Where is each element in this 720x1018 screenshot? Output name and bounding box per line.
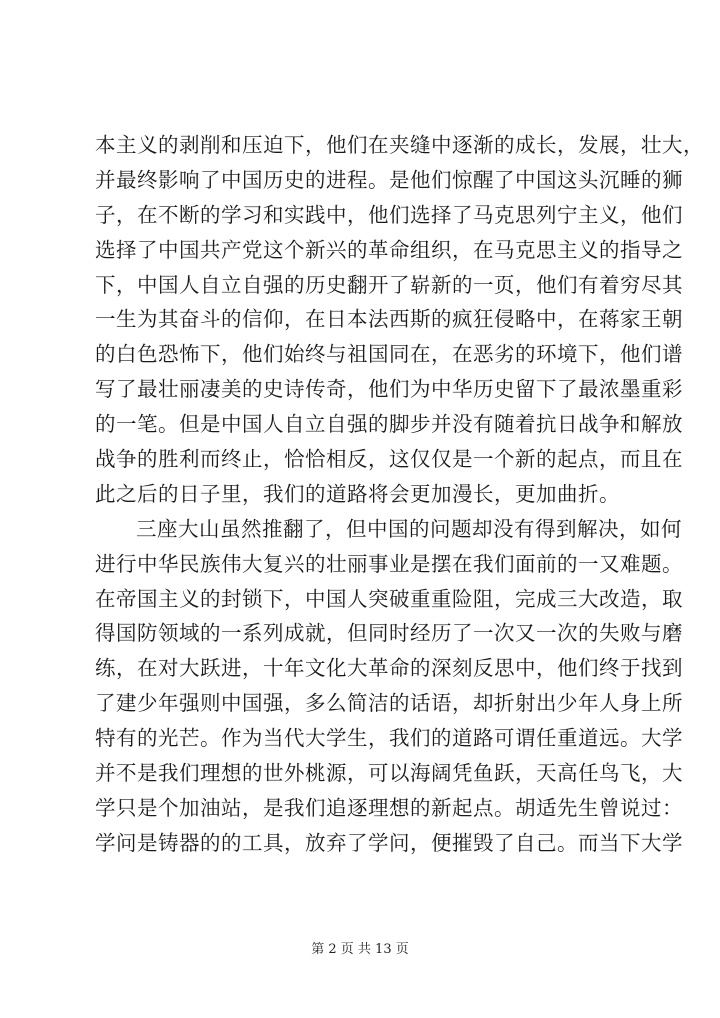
text-line: 本主义的剥削和压迫下，他们在夹缝中逐渐的成长，发展，壮大， bbox=[95, 133, 704, 157]
text-line: 的一笔。但是中国人自立自强的脚步并没有随着抗日战争和解放 bbox=[95, 412, 683, 437]
text-line: 在帝国主义的封锁下，中国人突破重重险阻，完成三大改造，取 bbox=[95, 586, 683, 611]
text-line: 并不是我们理想的世外桃源，可以海阔凭鱼跃，天高任鸟飞，大 bbox=[95, 761, 683, 786]
text-line: 的白色恐怖下，他们始终与祖国同在，在恶劣的环境下，他们谱 bbox=[95, 342, 683, 367]
page-number-footer: 第 2 页 共 13 页 bbox=[311, 942, 409, 957]
text-line: 此之后的日子里，我们的道路将会更加漫长，更加曲折。 bbox=[95, 481, 620, 506]
text-line: 学问是铸器的的工具，放弃了学问，便摧毁了自己。而当下大学 bbox=[95, 830, 683, 855]
text-line: 进行中华民族伟大复兴的壮丽事业是摆在我们面前的一又难题。 bbox=[95, 551, 683, 576]
text-line: 了建少年强则中国强，多么简洁的话语，却折射出少年人身上所 bbox=[95, 691, 683, 716]
text-line: 并最终影响了中国历史的进程。是他们惊醒了中国这头沉睡的狮 bbox=[95, 167, 683, 192]
body-text bbox=[95, 128, 704, 861]
text-line: 选择了中国共产党这个新兴的革命组织，在马克思主义的指导之 bbox=[95, 237, 683, 262]
text-line: 一生为其奋斗的信仰，在日本法西斯的疯狂侵略中，在蒋家王朝 bbox=[95, 307, 683, 332]
text-line: 子，在不断的学习和实践中，他们选择了马克思列宁主义，他们 bbox=[95, 202, 683, 227]
paragraph-first-line: 三座大山虽然推翻了，但中国的问题却没有得到解决，如何 bbox=[136, 516, 682, 541]
text-line: 学只是个加油站，是我们追逐理想的新起点。胡适先生曾说过： bbox=[95, 795, 683, 820]
text-line: 得国防领域的一系列成就，但同时经历了一次又一次的失败与磨 bbox=[95, 621, 683, 646]
text-line: 特有的光芒。作为当代大学生，我们的道路可谓任重道远。大学 bbox=[95, 726, 683, 751]
text-line: 战争的胜利而终止，恰恰相反，这仅仅是一个新的起点，而且在 bbox=[95, 447, 683, 472]
text-line: 练，在对大跃进，十年文化大革命的深刻反思中，他们终于找到 bbox=[95, 656, 683, 681]
text-line: 写了最壮丽凄美的史诗传奇，他们为中华历史留下了最浓墨重彩 bbox=[95, 377, 683, 402]
text-line: 下，中国人自立自强的历史翻开了崭新的一页，他们有着穷尽其 bbox=[95, 272, 683, 297]
